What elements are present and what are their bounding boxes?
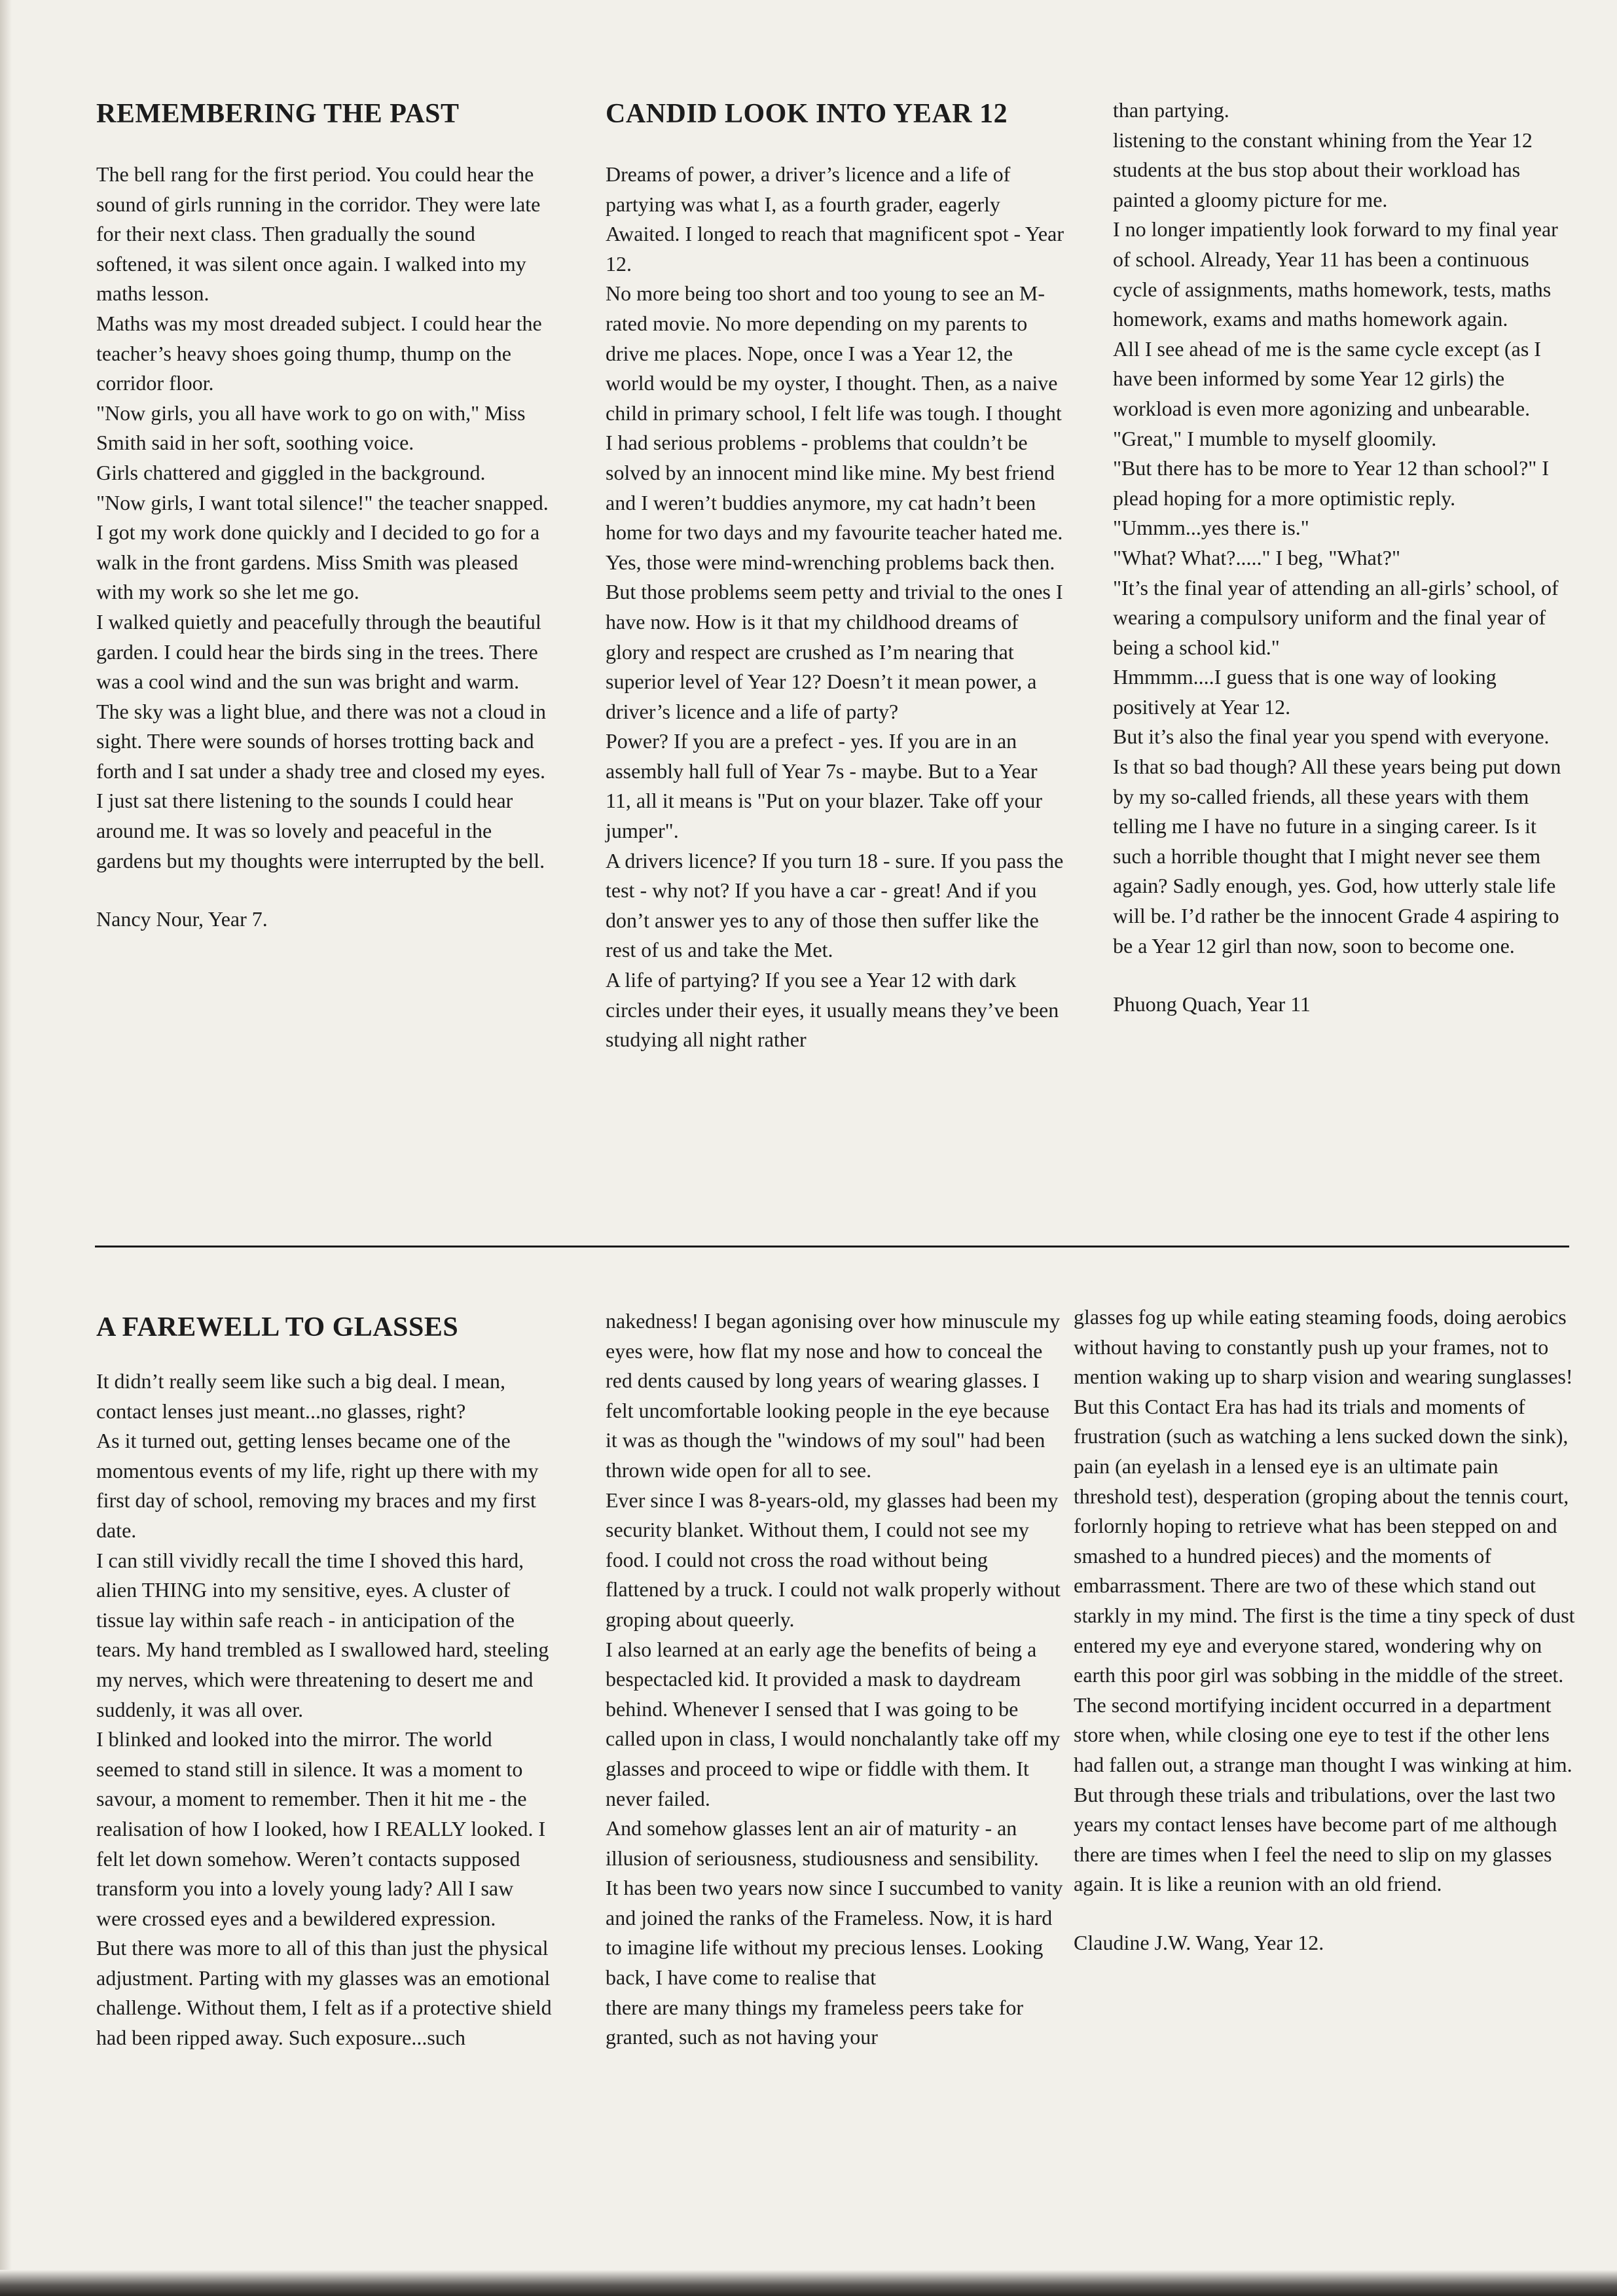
paragraph: All I see ahead of me is the same cycle except (as I have been informed by some Year 12 girls) the workload is even more agonizing and unbearable.: [1113, 336, 1541, 420]
paragraph: The bell rang for the first period. You could hear the sound of girls running in the corridor. They were late for their next class. Then gradually the sound softened, it was silent once again. I walked into my maths lesson.: [96, 162, 541, 306]
page-edge-shadow: [0, 0, 12, 2296]
paragraph: nakedness! I began agonising over how minuscule my eyes were, how flat my nose and how to conceal the red dents caused by long years of wearing glasses. I felt uncomfortable looking people in the eye because it was as though the "windows of my soul" had been thrown wide open for all to see.: [606, 1309, 1061, 1482]
paragraph: I also learned at an early age the benefits of being a bespectacled kid. It provided a mask to daydream behind. Whenever I sensed that I was going to be called upon in class, I would nonchalantly take off my glasses and proceed to wipe or fiddle with them. It never failed.: [606, 1637, 1061, 1810]
paragraph: "What? What?....." I beg, "What?": [1113, 545, 1401, 569]
author-signature: Claudine J.W. Wang, Year 12.: [1074, 1930, 1324, 1954]
paragraph: It didn’t really seem like such a big deal. I mean, contact lenses just meant...no glasses, right?: [96, 1369, 505, 1423]
paragraph: But it’s also the final year you spend with everyone.: [1113, 725, 1550, 749]
paragraph: And somehow glasses lent an air of maturity - an illusion of seriousness, studiousness and sensibility.: [606, 1816, 1039, 1870]
paragraph: A drivers licence? If you turn 18 - sure. If you pass the test - why not? If you have a car - great! And if you don’t answer yes to any of those then suffer like the rest of us and take the Met.: [606, 848, 1064, 962]
article-remembering-the-past: [96, 97, 554, 935]
paragraph: Maths was my most dreaded subject. I could hear the teacher’s heavy shoes going thump, thump on the corridor floor.: [96, 311, 542, 395]
article-farewell-col-1: [96, 1310, 554, 2053]
article-title: A FAREWELL TO GLASSES: [96, 1312, 459, 1342]
paragraph: I can still vividly recall the time I shoved this hard, alien THING into my sensitive, eyes. A cluster of tissue lay within safe reach - in anticipation of the tears. My hand trembled as I swallowed hard, steeling my nerves, which were threatening to desert me and suddenly, it was all over.: [96, 1548, 549, 1721]
article-candid-look-col-2: [1113, 96, 1571, 1020]
paragraph: But this Contact Era has had its trials and moments of frustration (such as watching a lens sucked down the sink), pain (an eyelash in a lensed eye is an ultimate pain threshold test), desperation (groping about the tennis court, forlornly hoping to retrieve what has been stepped on and smashed to a hundred pieces) and the moments of embarrassment. There are two of these which stand out starkly in my mind. The first is the time a tiny speck of dust entered my eye and everyone stared, wondering why on earth this poor girl was sobbing in the middle of the street. The second mortifying incident occurred in a department store when, while closing one eye to test if the other lens had fallen out, a strange man thought I was winking at him. But through these trials and tribulations, over the last two years my contact lenses have become part of me although there are times when I feel the need to slip on my glasses again. It is like a reunion with an old friend.: [1074, 1394, 1575, 1896]
paragraph: Ever since I was 8-years-old, my glasses had been my security blanket. Without them, I could not see my food. I could not cross the road without being flattened by a truck. I could not walk properly without groping about queerly.: [606, 1488, 1061, 1631]
paragraph: No more being too short and too young to see an M-rated movie. No more depending on my parents to drive me places. Nope, once I was a Year 12, the world would be my oyster, I thought. Then, as a naive child in primary school, I felt life was tough. I thought I had serious problems - problems that couldn’t be solved by an innocent mind like mine. My best friend and I weren’t buddies anymore, my cat hadn’t been home for two days and my favourite teacher hated me. Yes, those were mind-wrenching problems back then.: [606, 281, 1063, 574]
paragraph: But those problems seem petty and trivial to the ones I have now. How is it that my childhood dreams of glory and respect are crushed as I’m nearing that superior level of Year 12? Doesn’t it mean power, a driver’s licence and a life of party?: [606, 580, 1063, 723]
paragraph: listening to the constant whining from the Year 12 students at the bus stop about their workload has painted a gloomy picture for me.: [1113, 128, 1533, 211]
paragraph: Dreams of power, a driver’s licence and a life of partying was what I, as a fourth grader, eagerly Awaited. I longed to reach that magnificent spot - Year 12.: [606, 162, 1064, 276]
paragraph: "Ummm...yes there is.": [1113, 516, 1309, 540]
paragraph: Girls chattered and giggled in the background.: [96, 460, 486, 484]
article-title: CANDID LOOK INTO YEAR 12: [606, 99, 1008, 129]
paragraph: "Great," I mumble to myself gloomily.: [1113, 426, 1437, 450]
paragraph: glasses fog up while eating steaming foods, doing aerobics without having to constantly push up your frames, not to mention waking up to sharp vision and wearing sunglasses!: [1074, 1305, 1573, 1389]
paragraph: I walked quietly and peacefully through the beautiful garden. I could hear the birds sing in the trees. There was a cool wind and the sun was bright and warm. The sky was a light blue, and there was not a cloud in sight. There were sounds of horses trotting back and forth and I sat under a shady tree and closed my eyes. I just sat there listening to the sounds I could hear around me. It was so lovely and peaceful in the gardens but my thoughts were interrupted by the bell.: [96, 609, 546, 872]
article-candid-look-col-1: [606, 97, 1064, 1055]
article-farewell-col-2: [606, 1306, 1064, 2053]
paragraph: As it turned out, getting lenses became one of the momentous events of my life, right up there with my first day of school, removing my braces and my first date.: [96, 1429, 539, 1542]
paragraph: I no longer impatiently look forward to my final year of school. Already, Year 11 has been a continuous cycle of assignments, maths homework, tests, maths homework, exams and maths homework again.: [1113, 217, 1558, 331]
section-divider: [95, 1246, 1569, 1247]
page-bottom-edge: [0, 2270, 1617, 2296]
paragraph: there are many things my frameless peers take for granted, such as not having your: [606, 1995, 1023, 2049]
paragraph: Hmmmm....I guess that is one way of looking positively at Year 12.: [1113, 665, 1497, 719]
paragraph: It has been two years now since I succumbed to vanity and joined the ranks of the Frameless. Now, it is hard to imagine life without my precious lenses. Looking back, I have come to realise that: [606, 1876, 1063, 1990]
paragraph: than partying.: [1113, 98, 1229, 122]
paragraph: A life of partying? If you see a Year 12 with dark circles under their eyes, it usually means they’ve been studying all night rather: [606, 968, 1059, 1052]
paragraph: Power? If you are a prefect - yes. If you are in an assembly hall full of Year 7s - maybe. But to a Year 11, all it means is "Put on your blazer. Take off your jumper".: [606, 729, 1042, 843]
article-farewell-col-3: [1074, 1302, 1578, 1958]
paragraph: "But there has to be more to Year 12 than school?" I plead hoping for a more optimistic reply.: [1113, 456, 1549, 510]
paragraph: I blinked and looked into the mirror. The world seemed to stand still in silence. It was a moment to savour, a moment to remember. Then it hit me - the realisation of how I looked, how I REALLY looked. I felt let down somehow. Weren’t contacts supposed transform you into a lovely young lady? All I saw were crossed eyes and a bewildered expression.: [96, 1727, 546, 1930]
paragraph: Is that so bad though? All these years being put down by my so-called friends, all these years with them telling me I have no future in a singing career. Is it such a horrible thought that I might never see them again? Sadly enough, yes. God, how utterly stale life will be. I’d rather be the innocent Grade 4 aspiring to be a Year 12 girl than now, soon to become one.: [1113, 755, 1561, 958]
paragraph: But there was more to all of this than just the physical adjustment. Parting with my glasses was an emotional challenge. Without them, I felt as if a protective shield had been ripped away. Such exposure...such: [96, 1936, 552, 2050]
paragraph: I got my work done quickly and I decided to go for a walk in the front gardens. Miss Smith was pleased with my work so she let me go.: [96, 520, 540, 604]
paragraph: "Now girls, you all have work to go on with," Miss Smith said in her soft, soothing voice.: [96, 401, 526, 455]
paragraph: "It’s the final year of attending an all-girls’ school, of wearing a compulsory uniform and the final year of being a school kid.": [1113, 575, 1559, 659]
author-signature: Phuong Quach, Year 11: [1113, 992, 1311, 1016]
author-signature: Nancy Nour, Year 7.: [96, 907, 268, 931]
paragraph: "Now girls, I want total silence!" the teacher snapped.: [96, 490, 549, 514]
article-title: REMEMBERING THE PAST: [96, 99, 460, 129]
